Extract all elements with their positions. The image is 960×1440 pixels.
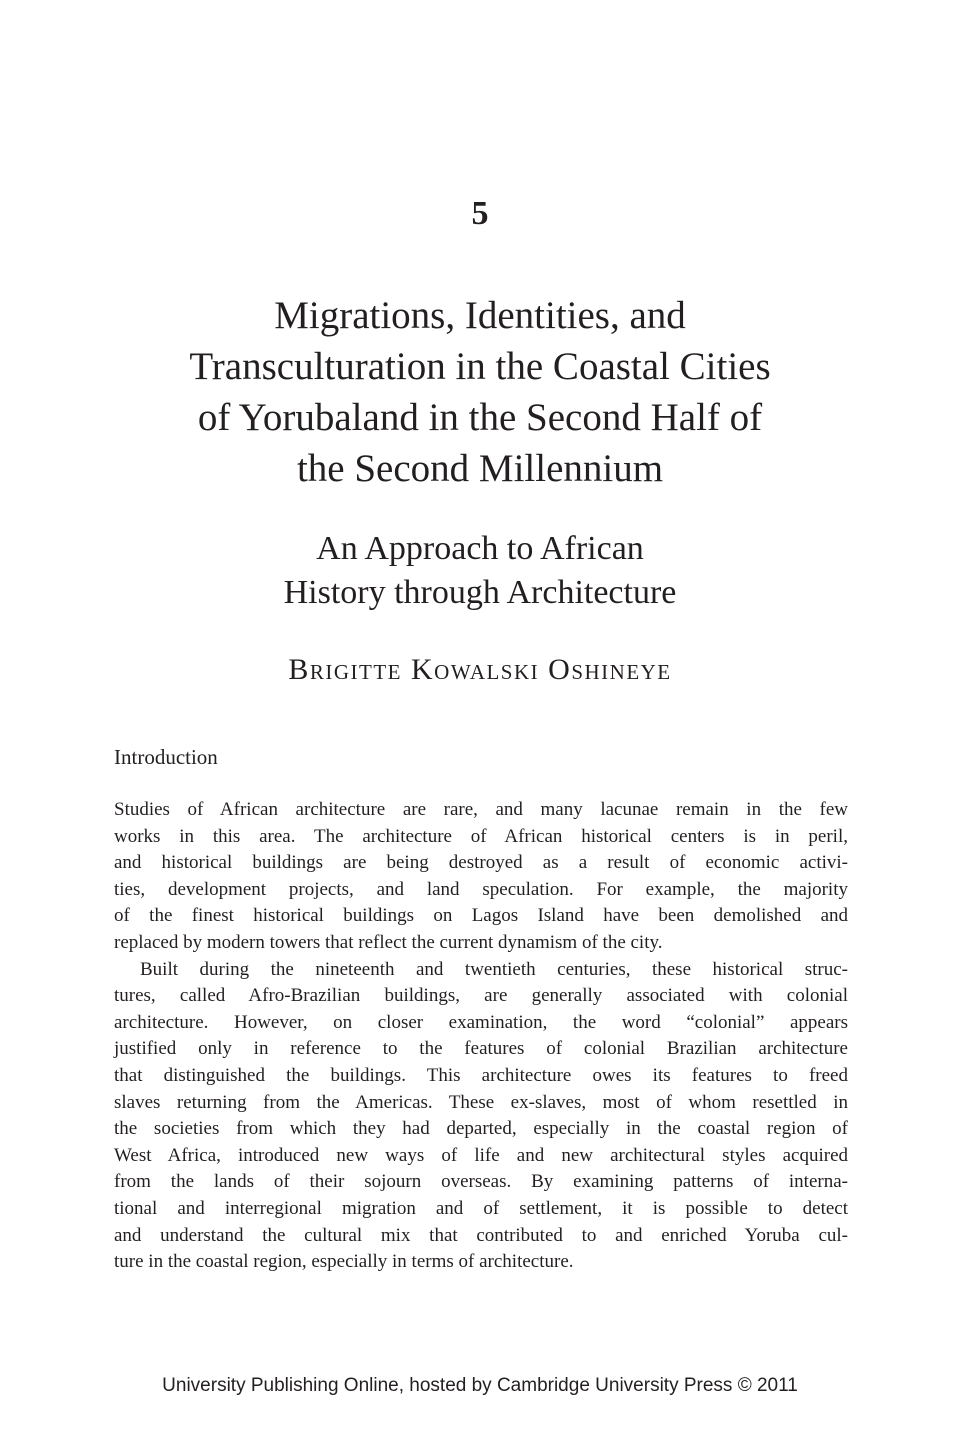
chapter-subtitle-line: History through Architecture: [283, 574, 677, 611]
text-line: the societies from which they had departed, especially in the coastal region of: [114, 1118, 848, 1140]
text-line: architecture. However, on closer examination, the word “colonial” appears: [114, 1011, 848, 1033]
chapter-title: [100, 290, 860, 494]
chapter-subtitle-line: An Approach to African: [316, 530, 644, 567]
text-line: West Africa, introduced new ways of life and new architectural styles acquired: [114, 1144, 848, 1166]
paragraph-1: [114, 797, 848, 957]
text-line: of the finest historical buildings on Lagos Island have been demolished and: [114, 905, 848, 927]
text-line: works in this area. The architecture of African historical centers is in peril,: [114, 825, 848, 847]
chapter-title-line: Migrations, Identities, and: [274, 294, 686, 337]
text-line: Built during the nineteenth and twentieth centuries, these historical struc-: [140, 958, 848, 980]
text-line: tional and interregional migration and of settlement, it is possible to detect: [114, 1197, 848, 1219]
chapter-title-line: of Yorubaland in the Second Half of: [197, 396, 763, 439]
text-line: tures, called Afro-Brazilian buildings, are generally associated with colonial: [114, 985, 848, 1007]
text-line: ties, development projects, and land speculation. For example, the majority: [114, 878, 848, 900]
text-line: justified only in reference to the features of colonial Brazilian architecture: [114, 1038, 848, 1060]
text-line: and understand the cultural mix that contributed to and enriched Yoruba cul-: [114, 1224, 848, 1246]
author-name: Brigitte Kowalski Oshineye: [288, 653, 672, 686]
chapter-number: 5: [471, 195, 489, 232]
chapter-title-line: Transculturation in the Coastal Cities: [189, 345, 771, 388]
text-line: slaves returning from the Americas. These ex-slaves, most of whom resettled in: [114, 1091, 848, 1113]
publisher-footer: University Publishing Online, hosted by Cambridge University Press © 2011: [162, 1375, 798, 1396]
text-line: replaced by modern towers that reflect the current dynamism of the city.: [114, 931, 663, 953]
paragraph-2: [114, 957, 848, 1276]
section-heading: Introduction: [114, 745, 218, 769]
body-text: [114, 797, 848, 1276]
text-line: from the lands of their sojourn overseas. By examining patterns of interna-: [114, 1171, 848, 1193]
text-line: and historical buildings are being destroyed as a result of economic activi-: [114, 852, 848, 874]
chapter-subtitle: [140, 527, 820, 615]
text-line: that distinguished the buildings. This architecture owes its features to freed: [114, 1064, 848, 1086]
text-line: Studies of African architecture are rare, and many lacunae remain in the few: [114, 799, 848, 820]
chapter-title-line: the Second Millennium: [296, 447, 664, 490]
text-line: ture in the coastal region, especially in terms of architecture.: [114, 1251, 574, 1273]
